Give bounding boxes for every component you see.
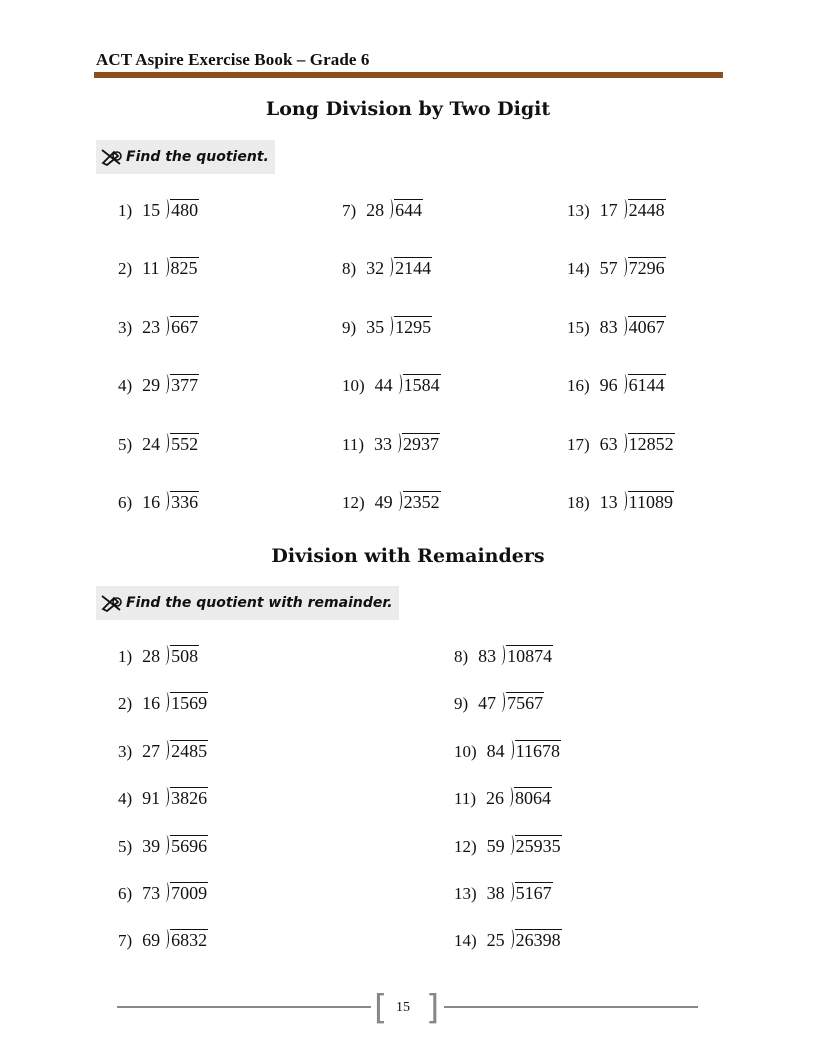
dividend: 10874 xyxy=(507,646,553,666)
problem-number: 12) xyxy=(342,493,365,512)
problem-number: 10) xyxy=(342,376,365,396)
division-bracket xyxy=(384,199,393,219)
dividend: 6144 xyxy=(628,375,665,396)
problem-number: 9) xyxy=(342,317,357,337)
division-problem xyxy=(118,832,208,857)
divisor: 59 xyxy=(486,835,505,856)
dividend: 508 xyxy=(171,646,199,666)
division-bracket xyxy=(392,433,401,453)
problem-number: 6) xyxy=(118,493,133,512)
division-bracket xyxy=(505,740,514,760)
dividend: 25935 xyxy=(515,835,561,856)
dividend: 1569 xyxy=(171,693,208,714)
divisor: 84 xyxy=(486,740,505,761)
divisor: 69 xyxy=(142,930,161,951)
dividend: 377 xyxy=(171,375,199,396)
divisor: 13 xyxy=(599,492,618,512)
division-problem xyxy=(118,254,199,279)
division-bracket xyxy=(160,374,169,394)
division-bracket xyxy=(496,645,505,665)
division-problem xyxy=(454,832,562,857)
instruction-box xyxy=(96,586,399,620)
division-bracket xyxy=(160,199,169,219)
division-problem xyxy=(567,371,666,396)
divisor: 29 xyxy=(142,375,161,396)
divisor: 91 xyxy=(142,788,161,809)
divisor: 32 xyxy=(366,258,385,279)
divisor: 27 xyxy=(142,740,161,761)
section-title-long-division: Long Division by Two Digit xyxy=(265,98,551,120)
division-bracket xyxy=(160,316,169,336)
problem-number: 4) xyxy=(118,789,133,809)
divisor: 24 xyxy=(142,433,161,454)
instruction-text: Find the quotient with remainder. xyxy=(126,595,393,611)
dividend: 4067 xyxy=(628,316,665,337)
problem-number: 12) xyxy=(454,836,477,856)
division-problem xyxy=(118,371,199,396)
division-bracket xyxy=(160,835,169,855)
division-problem xyxy=(454,689,544,714)
division-problem xyxy=(342,196,423,221)
dividend: 11089 xyxy=(628,492,674,512)
division-problem xyxy=(118,196,199,221)
instruction-text: Find the quotient. xyxy=(126,149,269,165)
dividend: 644 xyxy=(395,200,423,220)
dividend: 667 xyxy=(171,316,199,337)
division-problem xyxy=(342,430,440,455)
division-problem xyxy=(118,689,208,714)
problem-number: 11) xyxy=(342,434,365,454)
division-problem xyxy=(567,313,666,338)
dividend: 336 xyxy=(171,492,199,512)
division-bracket xyxy=(393,374,402,394)
pencil-icon xyxy=(100,148,124,166)
division-problem xyxy=(118,879,208,904)
problem-number: 8) xyxy=(342,259,357,279)
divisor: 83 xyxy=(599,316,618,337)
dividend: 552 xyxy=(171,433,199,454)
division-problem xyxy=(118,737,208,762)
divisor: 63 xyxy=(599,433,618,454)
problem-number: 13) xyxy=(567,201,590,220)
dividend: 825 xyxy=(170,258,198,279)
division-bracket xyxy=(618,257,627,277)
dividend: 7009 xyxy=(171,883,208,903)
division-bracket xyxy=(160,929,169,949)
problem-number: 17) xyxy=(567,434,590,454)
dividend: 2352 xyxy=(403,492,440,512)
problem-number: 6) xyxy=(118,884,133,903)
division-bracket xyxy=(384,316,393,336)
division-bracket xyxy=(160,787,169,807)
divisor: 16 xyxy=(142,492,161,512)
instruction-box xyxy=(96,140,275,174)
dividend: 26398 xyxy=(515,930,561,951)
division-problem xyxy=(118,488,199,513)
division-problem xyxy=(454,784,552,809)
problem-number: 5) xyxy=(118,836,133,856)
division-problem xyxy=(567,254,666,279)
division-bracket xyxy=(618,433,627,453)
division-bracket xyxy=(618,199,627,219)
section-title-remainders: Division with Remainders xyxy=(271,545,545,567)
divisor: 26 xyxy=(486,788,505,809)
division-bracket xyxy=(160,257,169,277)
division-bracket xyxy=(505,835,514,855)
division-bracket xyxy=(160,882,169,902)
division-problem xyxy=(342,254,432,279)
division-bracket xyxy=(160,645,169,665)
division-bracket xyxy=(505,929,514,949)
problem-number: 11) xyxy=(454,789,477,809)
problem-number: 13) xyxy=(454,884,477,903)
divisor: 28 xyxy=(142,646,161,666)
division-problem xyxy=(567,430,675,455)
division-bracket xyxy=(160,740,169,760)
divisor: 28 xyxy=(366,200,385,220)
division-problem xyxy=(118,784,208,809)
division-bracket xyxy=(160,692,169,712)
problem-number: 2) xyxy=(118,259,133,279)
division-bracket xyxy=(505,882,514,902)
dividend: 11678 xyxy=(515,740,561,761)
problem-number: 14) xyxy=(454,931,477,951)
divisor: 96 xyxy=(599,375,618,396)
dividend: 5167 xyxy=(515,883,552,903)
dividend: 3826 xyxy=(171,788,208,809)
divisor: 47 xyxy=(478,693,497,714)
division-bracket xyxy=(618,491,627,511)
footer-rule-right xyxy=(444,1006,698,1008)
header-title: ACT Aspire Exercise Book – Grade 6 xyxy=(96,50,370,69)
problem-number: 7) xyxy=(118,931,133,951)
dividend: 2144 xyxy=(395,258,432,279)
problem-number: 16) xyxy=(567,376,590,396)
division-problem xyxy=(118,642,199,667)
divisor: 11 xyxy=(142,258,160,279)
problem-number: 8) xyxy=(454,647,469,666)
division-problem xyxy=(342,488,441,513)
dividend: 480 xyxy=(171,200,199,220)
divisor: 35 xyxy=(366,316,385,337)
dividend: 12852 xyxy=(628,433,674,454)
dividend: 6832 xyxy=(171,930,208,951)
divisor: 38 xyxy=(486,883,505,903)
division-bracket xyxy=(618,374,627,394)
problem-number: 3) xyxy=(118,741,133,761)
divisor: 33 xyxy=(374,433,393,454)
problem-number: 3) xyxy=(118,317,133,337)
dividend: 2448 xyxy=(628,200,665,220)
division-problem xyxy=(567,196,666,221)
division-problem xyxy=(454,879,553,904)
division-bracket xyxy=(384,257,393,277)
problem-number: 18) xyxy=(567,493,590,512)
footer-bracket-left: [ xyxy=(374,988,388,1028)
problem-number: 14) xyxy=(567,259,590,279)
footer-rule-left xyxy=(117,1006,371,1008)
dividend: 7567 xyxy=(507,693,544,714)
header-rule xyxy=(94,72,723,78)
divisor: 25 xyxy=(486,930,505,951)
divisor: 23 xyxy=(142,316,161,337)
division-problem xyxy=(567,488,674,513)
division-problem xyxy=(118,313,199,338)
divisor: 16 xyxy=(142,693,161,714)
divisor: 39 xyxy=(142,835,161,856)
problem-number: 7) xyxy=(342,201,357,220)
dividend: 5696 xyxy=(171,835,208,856)
division-bracket xyxy=(618,316,627,336)
dividend: 8064 xyxy=(515,788,552,809)
problem-number: 5) xyxy=(118,434,133,454)
division-problem xyxy=(454,642,553,667)
dividend: 1295 xyxy=(395,316,432,337)
division-problem xyxy=(342,371,441,396)
dividend: 7296 xyxy=(628,258,665,279)
division-problem xyxy=(454,926,562,951)
page-number: 15 xyxy=(396,1000,410,1015)
division-bracket xyxy=(504,787,513,807)
division-problem xyxy=(118,430,199,455)
pencil-icon xyxy=(100,594,124,612)
division-problem xyxy=(118,926,208,951)
division-bracket xyxy=(393,491,402,511)
problem-number: 1) xyxy=(118,647,133,666)
divisor: 49 xyxy=(374,492,393,512)
footer-bracket-right: ] xyxy=(426,988,440,1028)
divisor: 57 xyxy=(599,258,618,279)
divisor: 15 xyxy=(142,200,161,220)
division-problem xyxy=(454,737,561,762)
divisor: 44 xyxy=(374,375,393,396)
dividend: 2937 xyxy=(403,433,440,454)
divisor: 17 xyxy=(599,200,618,220)
dividend: 2485 xyxy=(171,740,208,761)
problem-number: 10) xyxy=(454,741,477,761)
problem-number: 1) xyxy=(118,201,133,220)
divisor: 83 xyxy=(478,646,497,666)
problem-number: 15) xyxy=(567,317,590,337)
division-bracket xyxy=(160,491,169,511)
division-problem xyxy=(342,313,432,338)
division-bracket xyxy=(160,433,169,453)
problem-number: 4) xyxy=(118,376,133,396)
problem-number: 2) xyxy=(118,694,133,714)
problem-number: 9) xyxy=(454,694,469,714)
dividend: 1584 xyxy=(403,375,440,396)
division-bracket xyxy=(496,692,505,712)
divisor: 73 xyxy=(142,883,161,903)
